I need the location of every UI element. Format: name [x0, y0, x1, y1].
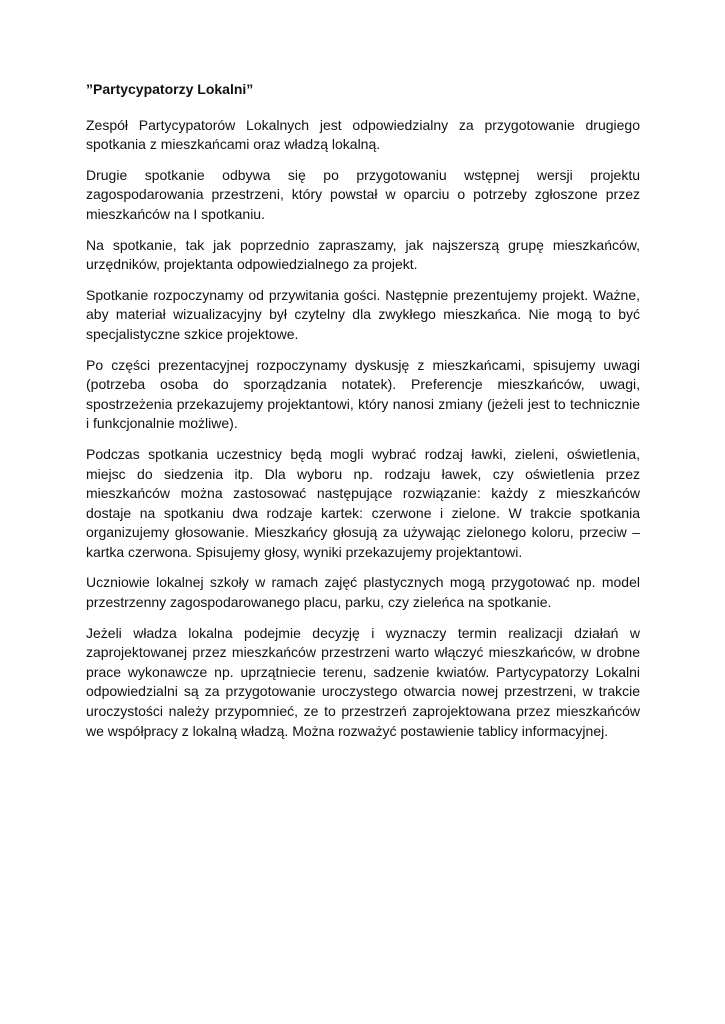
paragraph-meeting-start: Spotkanie rozpoczynamy od przywitania gości. Następnie prezentujemy projekt. Ważne, aby materiał wizualizacyjny był czytelny dla zwykłego mieszkańca. Nie mogą to być specjalistyczne szkice projektowe. [86, 286, 640, 342]
paragraph-team-responsibility: Zespół Partycypatorów Lokalnych jest odpowiedzialny za przygotowanie drugiego spotkania z mieszkańcami oraz władzą lokalną. [86, 116, 640, 153]
paragraph-implementation: Jeżeli władza lokalna podejmie decyzję i wyznaczy termin realizacji działań w zaprojektowanej przez mieszkańców przestrzeni warto włączyć mieszkańców, w drobne prace wykonawcze np. uprzątniecie terenu, sadzenie kwiatów. Partycypatorzy Lokalni odpowiedzialni są za przygotowanie uroczystego otwarcia nowej przestrzeni, w trakcie uroczystości należy przypomnieć, ze to przestrzeń zaprojektowana przez mieszkańców we współpracy z lokalną władzą. Można rozważyć postawienie tablicy informacyjnej. [86, 624, 640, 739]
document-title: ”Partycypatorzy Lokalni” [86, 81, 254, 97]
paragraph-second-meeting: Drugie spotkanie odbywa się po przygotowaniu wstępnej wersji projektu zagospodarowania przestrzeni, który powstał w oparciu o potrzeby zgłoszone przez mieszkańców na I spotkaniu. [86, 166, 640, 222]
paragraph-invitation: Na spotkanie, tak jak poprzednio zapraszamy, jak najszerszą grupę mieszkańców, urzędników, projektanta odpowiedzialnego za projekt. [86, 236, 640, 273]
paragraph-school-model: Uczniowie lokalnej szkoły w ramach zajęć plastycznych mogą przygotować np. model przestrzenny zagospodarowanego placu, parku, czy zieleńca na spotkanie. [86, 574, 640, 611]
paragraph-voting: Podczas spotkania uczestnicy będą mogli wybrać rodzaj ławki, zieleni, oświetlenia, miejsc do siedzenia itp. Dla wyboru np. rodzaju ławek, czy oświetlenia przez mieszkańców można zastosować następujące rozwiązanie: każdy z mieszkańców dostaje na spotkaniu dwa rodzaje kartek: czerwone i zielone. W trakcie spotkania organizujemy głosowanie. Mieszkańcy głosują za używając zielonego koloru, przeciw – kartka czerwona. Spisujemy głosy, wyniki przekazujemy projektantowi. [86, 445, 640, 560]
document-page [86, 80, 640, 752]
paragraph-discussion: Po części prezentacyjnej rozpoczynamy dyskusję z mieszkańcami, spisujemy uwagi (potrzeba osoba do sporządzania notatek). Preferencje mieszkańców, uwagi, spostrzeżenia przekazujemy projektantowi, który nanosi zmiany (jeżeli jest to technicznie i funkcjonalnie możliwe). [86, 356, 640, 432]
